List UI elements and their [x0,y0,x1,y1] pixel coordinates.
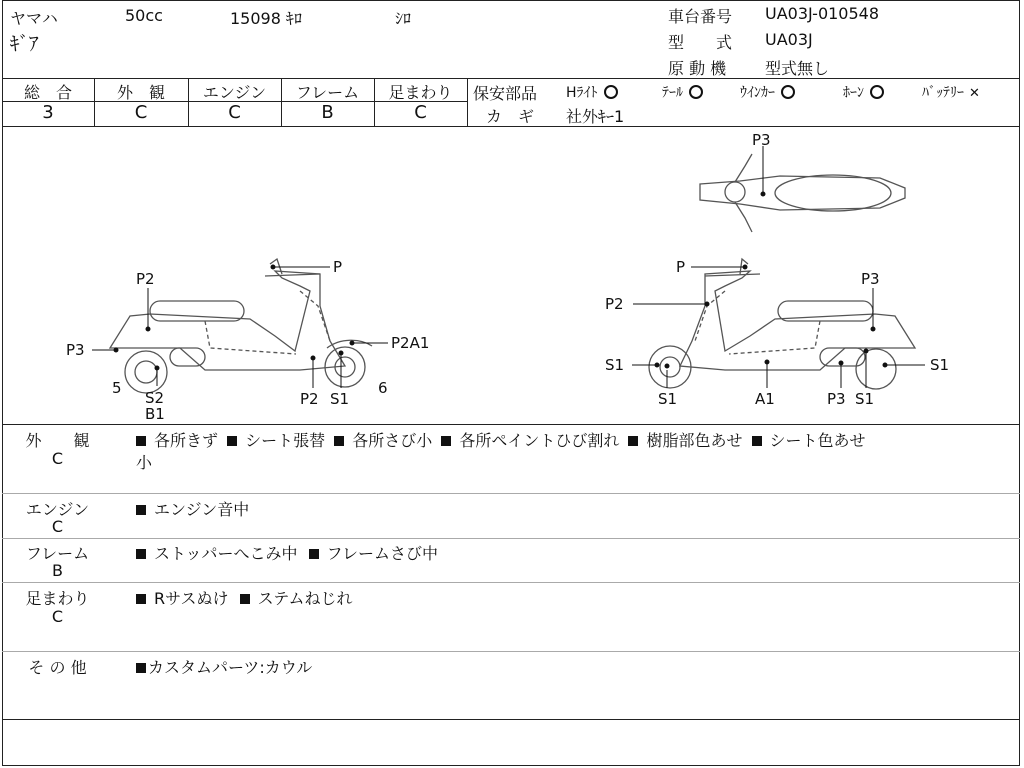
frame-no: UA03J-010548 [765,4,880,23]
divider [467,78,468,126]
safety-headlight: Hﾗｲﾄ [566,82,618,102]
bullet-square-icon [628,436,638,446]
grade-suspension-value: C [414,102,427,123]
grade-frame-label: フレーム [295,83,360,102]
grade-engine-value: C [228,102,241,123]
bullet-square-icon [334,436,344,446]
bullet-square-icon [240,594,250,604]
note-other-category: そ の 他 [28,658,87,677]
frame-no-label: 車台番号 [668,7,733,26]
grade-frame-value: B [321,102,334,123]
label-p: P [676,258,686,276]
label-b1: B1 [145,405,165,423]
label-s1: S1 [330,390,350,408]
note-suspension-grade: C [51,607,64,626]
key-value: 社外ｷｰ1 [566,107,625,126]
label-p2b: P2 [300,390,319,408]
ok-circle-icon [689,85,703,99]
note-suspension-items: Rサスぬけ ステムねじれ [136,586,352,609]
divider [2,719,1020,720]
safety-taillight: ﾃｰﾙ [662,82,703,102]
grade-overall-label: 総 合 [23,83,72,102]
note-engine-category: エンジン [25,500,90,519]
divider [2,582,1020,583]
handlebar-top [735,154,752,232]
divider [2,538,1020,539]
grade-engine-label: エンジン [202,83,267,102]
label-5: 5 [112,379,122,397]
leader-lines [92,146,925,388]
ok-circle-icon [870,85,884,99]
label-p2: P2 [136,270,155,288]
color: ｼﾛ [395,9,412,28]
note-exterior-category: 外 観 [25,431,90,450]
bullet-square-icon [309,549,319,559]
note-frame-category: フレーム [25,544,90,563]
divider [2,651,1020,652]
model-name: ｷﾞｱ [10,33,39,55]
label-a1: A1 [755,390,775,408]
displacement: 50cc [125,6,163,25]
seam-line [205,321,296,354]
note-frame-items: ストッパーへこみ中 フレームさび中 [136,541,438,564]
note-engine-items: エンジン音中 [136,497,249,520]
grade-exterior-value: C [134,102,148,123]
label-6: 6 [378,379,388,397]
ok-circle-icon [781,85,795,99]
label-p: P [333,258,343,276]
note-exterior-items: 各所きず シート張替 各所さび小 各所ペイントひび割れ 樹脂部色あせ シート色あせ [136,428,866,451]
rear-wheel [856,349,896,389]
key-label: カ ギ [486,107,535,126]
seam-line [729,321,820,354]
label-p3: P3 [66,341,85,359]
note-other-items: カスタムパーツ:カウル [136,655,312,678]
note-exterior-overflow: 小 [136,453,153,472]
note-suspension-category: 足まわり [25,589,90,608]
engine-label: 原 動 機 [668,59,727,78]
divider [2,424,1020,425]
engine-value: 型式無し [765,59,830,78]
note-exterior-grade: C [51,449,64,468]
label-s1: S1 [855,390,875,408]
label-p2a1: P2A1 [391,334,430,352]
label-s1: S1 [930,356,950,374]
muffler [170,348,205,366]
divider [2,78,1020,79]
grade-overall-value: 3 [42,102,54,123]
label-p3: P3 [861,270,880,288]
bullet-square-icon [441,436,451,446]
label-s1: S1 [658,390,678,408]
mileage: 15098 ｷﾛ [230,9,302,28]
type-value: UA03J [765,30,813,49]
seam-line [300,291,330,341]
seam-line [695,291,725,341]
bullet-square-icon [752,436,762,446]
headlight-top [725,182,745,202]
maker: ヤマハ [10,9,58,28]
top-scooter [700,154,905,232]
bullet-square-icon [136,549,146,559]
bullet-square-icon [136,663,146,673]
note-engine-grade: C [51,517,64,536]
bullet-square-icon [136,594,146,604]
label-p2: P2 [605,295,624,313]
rear-wheel-hub [135,361,157,383]
rear-wheel [125,351,167,393]
bullet-square-icon [136,505,146,515]
bullet-square-icon [227,436,237,446]
damage-diagram [0,126,1024,424]
grade-suspension-label: 足まわり [388,83,453,102]
front-wheel-hub [660,357,680,377]
label-s2: S2 [145,389,165,407]
safety-label: 保安部品 [473,84,538,103]
safety-winker: ｳｲﾝｶｰ [740,82,795,102]
type-label: 型 式 [668,33,733,52]
ng-cross-icon: ✕ [969,86,980,101]
body-top [700,176,905,210]
grade-exterior-label: 外 観 [116,83,165,102]
note-frame-grade: B [52,561,63,580]
label-p3b: P3 [827,390,846,408]
ok-circle-icon [604,85,618,99]
seat-top [775,175,891,211]
label-p3-top: P3 [752,131,771,149]
bullet-square-icon [136,436,146,446]
divider [2,493,1020,494]
safety-horn: ﾎｰﾝ [843,82,884,102]
label-s1: S1 [605,356,625,374]
safety-battery: ﾊﾞｯﾃﾘｰ ✕ [922,85,980,101]
